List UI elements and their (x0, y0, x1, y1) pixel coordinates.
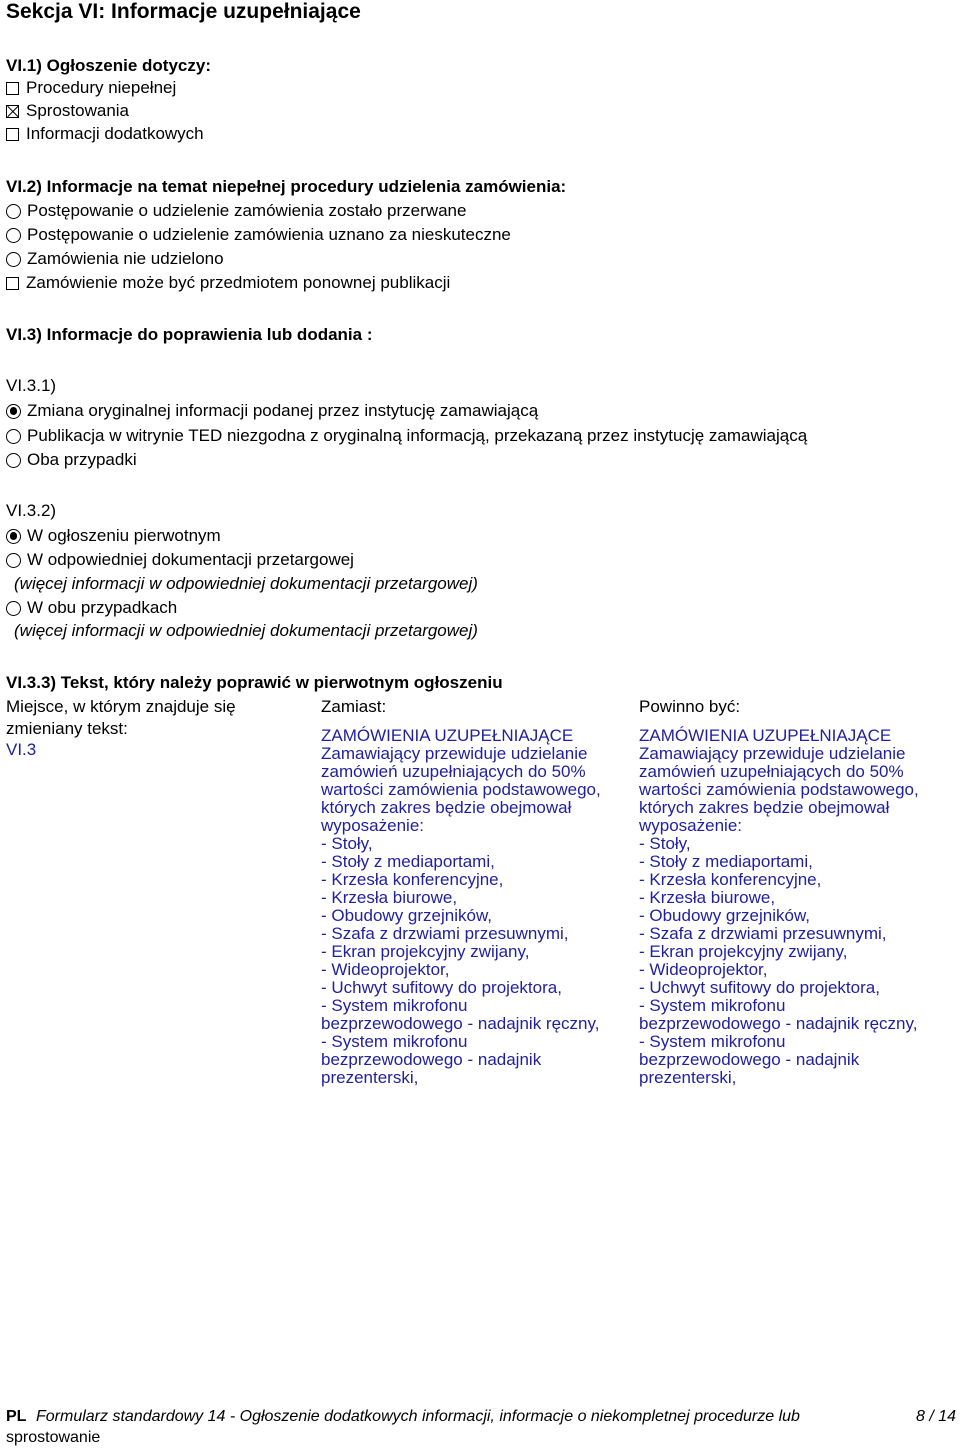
option-publikacja-ted (6, 425, 807, 447)
option-oba-przypadki (6, 449, 137, 471)
option-przerwane (6, 200, 466, 222)
option-label: W odpowiedniej dokumentacji przetargowej (27, 550, 354, 569)
option-nie-udzielono (6, 248, 224, 270)
option-label: Oba przypadki (27, 450, 137, 469)
section-vi1-heading: VI.1) Ogłoszenie dotyczy: (6, 56, 211, 75)
option-label: Postępowanie o udzielenie zamówienia uznano za nieskuteczne (27, 225, 511, 244)
option-zmiana-oryginalnej (6, 400, 538, 422)
footer-form-name-cont: sprostowanie (6, 1429, 101, 1446)
radio-unselected-icon (6, 553, 21, 568)
radio-unselected-icon (6, 252, 21, 267)
option-label: W ogłoszeniu pierwotnym (27, 526, 221, 545)
note-dokumentacja: (więcej informacji w odpowiedniej dokumentacji przetargowej) (14, 574, 478, 593)
radio-unselected-icon (6, 228, 21, 243)
col-location-header: Miejsce, w którym znajduje się zmieniany tekst: (6, 697, 236, 738)
option-w-ogloszeniu-pierwotnym (6, 525, 221, 547)
radio-unselected-icon (6, 453, 21, 468)
option-ponowna-publikacja (6, 272, 450, 294)
checkbox-unchecked-icon (6, 82, 19, 95)
section-vi31-label: VI.3.1) (6, 376, 57, 395)
footer-page-number: 8 / 14 (915, 1408, 956, 1425)
col-should-be-header: Powinno być: (639, 697, 741, 716)
note-dokumentacja: (więcej informacji w odpowiedniej dokumentacji przetargowej) (14, 621, 478, 640)
radio-selected-icon (6, 529, 21, 544)
option-label: W obu przypadkach (27, 598, 178, 617)
option-procedury-niepelnej (6, 77, 176, 99)
checkbox-unchecked-icon (6, 128, 19, 141)
option-w-dokumentacji (6, 549, 354, 571)
option-label: Sprostowania (26, 101, 130, 120)
footer-form-name: Formularz standardowy 14 - Ogłoszenie dodatkowych informacji, informacje o niekompletnej procedurze lub (36, 1408, 800, 1425)
radio-selected-icon (6, 404, 21, 419)
radio-unselected-icon (6, 204, 21, 219)
section-vi2-heading: VI.2) Informacje na temat niepełnej procedury udzielenia zamówienia: (6, 177, 567, 196)
section-vi3-heading: VI.3) Informacje do poprawienia lub dodania : (6, 325, 373, 344)
option-sprostowania (6, 100, 129, 122)
checkbox-checked-icon (6, 105, 19, 118)
col-location-value: VI.3 (6, 740, 37, 759)
option-w-obu-przypadkach (6, 597, 177, 619)
radio-unselected-icon (6, 601, 21, 616)
option-label: Publikacja w witrynie TED niezgodna z oryginalną informacją, przekazaną przez instytucję zamawiającą (27, 426, 808, 445)
section-vi33-heading: VI.3.3) Tekst, który należy poprawić w pierwotnym ogłoszeniu (6, 673, 503, 692)
option-informacji-dodatkowych (6, 123, 204, 145)
option-label: Zmiana oryginalnej informacji podanej przez instytucję zamawiającą (27, 401, 539, 420)
radio-unselected-icon (6, 429, 21, 444)
page-title: Sekcja VI: Informacje uzupełniające (6, 0, 361, 23)
footer-lang: PL (6, 1408, 27, 1425)
option-nieskuteczne (6, 224, 511, 246)
col-instead-text: ZAMÓWIENIA UZUPEŁNIAJĄCE Zamawiający przewiduje udzielanie zamówień uzupełniających do 50% wartości zamówienia podstawowego, których zakres będzie obejmował wyposażenie: - Stoły, - Stoły z mediaportami, - Krzesła konferencyjne, - Krzesła biurowe, - Obudowy grzejników, - Szafa z drzwiami przesuwnymi, - Ekran projekcyjny zwijany, - Wideoprojektor, - Uchwyt sufitowy do projektora, - System mikrofonu bezprzewodowego - nadajnik ręczny, - System mikrofonu bezprzewodowego - nadajnik prezenterski, (321, 726, 601, 1087)
option-label: Zamówienie może być przedmiotem ponownej publikacji (26, 273, 451, 292)
option-label: Informacji dodatkowych (26, 124, 204, 143)
checkbox-unchecked-icon (6, 277, 19, 290)
option-label: Procedury niepełnej (26, 78, 177, 97)
option-label: Zamówienia nie udzielono (27, 249, 224, 268)
col-instead-header: Zamiast: (321, 697, 387, 716)
col-should-be-text: ZAMÓWIENIA UZUPEŁNIAJĄCE Zamawiający przewiduje udzielanie zamówień uzupełniających do 50% wartości zamówienia podstawowego, których zakres będzie obejmował wyposażenie: - Stoły, - Stoły z mediaportami, - Krzesła konferencyjne, - Krzesła biurowe, - Obudowy grzejników, - Szafa z drzwiami przesuwnymi, - Ekran projekcyjny zwijany, - Wideoprojektor, - Uchwyt sufitowy do projektora, - System mikrofonu bezprzewodowego - nadajnik ręczny, - System mikrofonu bezprzewodowego - nadajnik prezenterski, (639, 726, 919, 1087)
option-label: Postępowanie o udzielenie zamówienia zostało przerwane (27, 201, 467, 220)
section-vi32-label: VI.3.2) (6, 501, 57, 520)
